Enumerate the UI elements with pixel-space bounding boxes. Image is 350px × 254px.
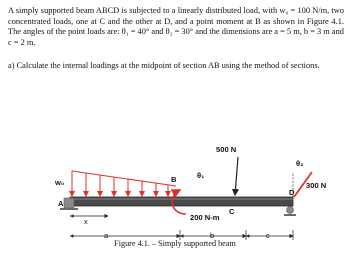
label-moment-b: 200 N-m: [190, 213, 220, 222]
distributed-load-arrows: [72, 171, 168, 196]
label-a-point: A: [58, 199, 64, 208]
question-a: a) Calculate the internal loadings at the midpoint of section AB using the method of sections.: [8, 61, 320, 70]
figure-caption: Figure 4.1. – Simply supported beam: [114, 239, 236, 248]
label-theta1: θ₁: [197, 171, 205, 180]
label-d-point: D: [289, 188, 295, 197]
label-x: x: [84, 217, 88, 226]
label-c: c: [266, 231, 270, 240]
label-w0: w₀: [55, 178, 65, 187]
force-arrow-c: [235, 157, 238, 195]
label-theta2: θ₂: [296, 159, 304, 168]
label-force-d: 300 N: [306, 181, 327, 190]
label-force-c: 500 N: [216, 145, 237, 154]
roller-support-d: [284, 207, 296, 217]
label-a: a: [104, 231, 109, 240]
beam: [70, 197, 293, 206]
distributed-load-top: [72, 171, 176, 186]
problem-statement: A simply supported beam ABCD is subjected to a linearly distributed load, with w₀ = 100 N/m, two concentrated loads, one at C and the other at D, and a point moment at B as shown in Figure 4.1. The angles of the point loads are: θ₁ = 40° and θ₂ = 30° and the dimensions are a = 5 m, b = 3 m and c = 2 m.: [8, 6, 344, 47]
label-b-point: B: [171, 175, 177, 184]
label-b: b: [210, 231, 215, 240]
label-c-point: C: [229, 207, 235, 216]
